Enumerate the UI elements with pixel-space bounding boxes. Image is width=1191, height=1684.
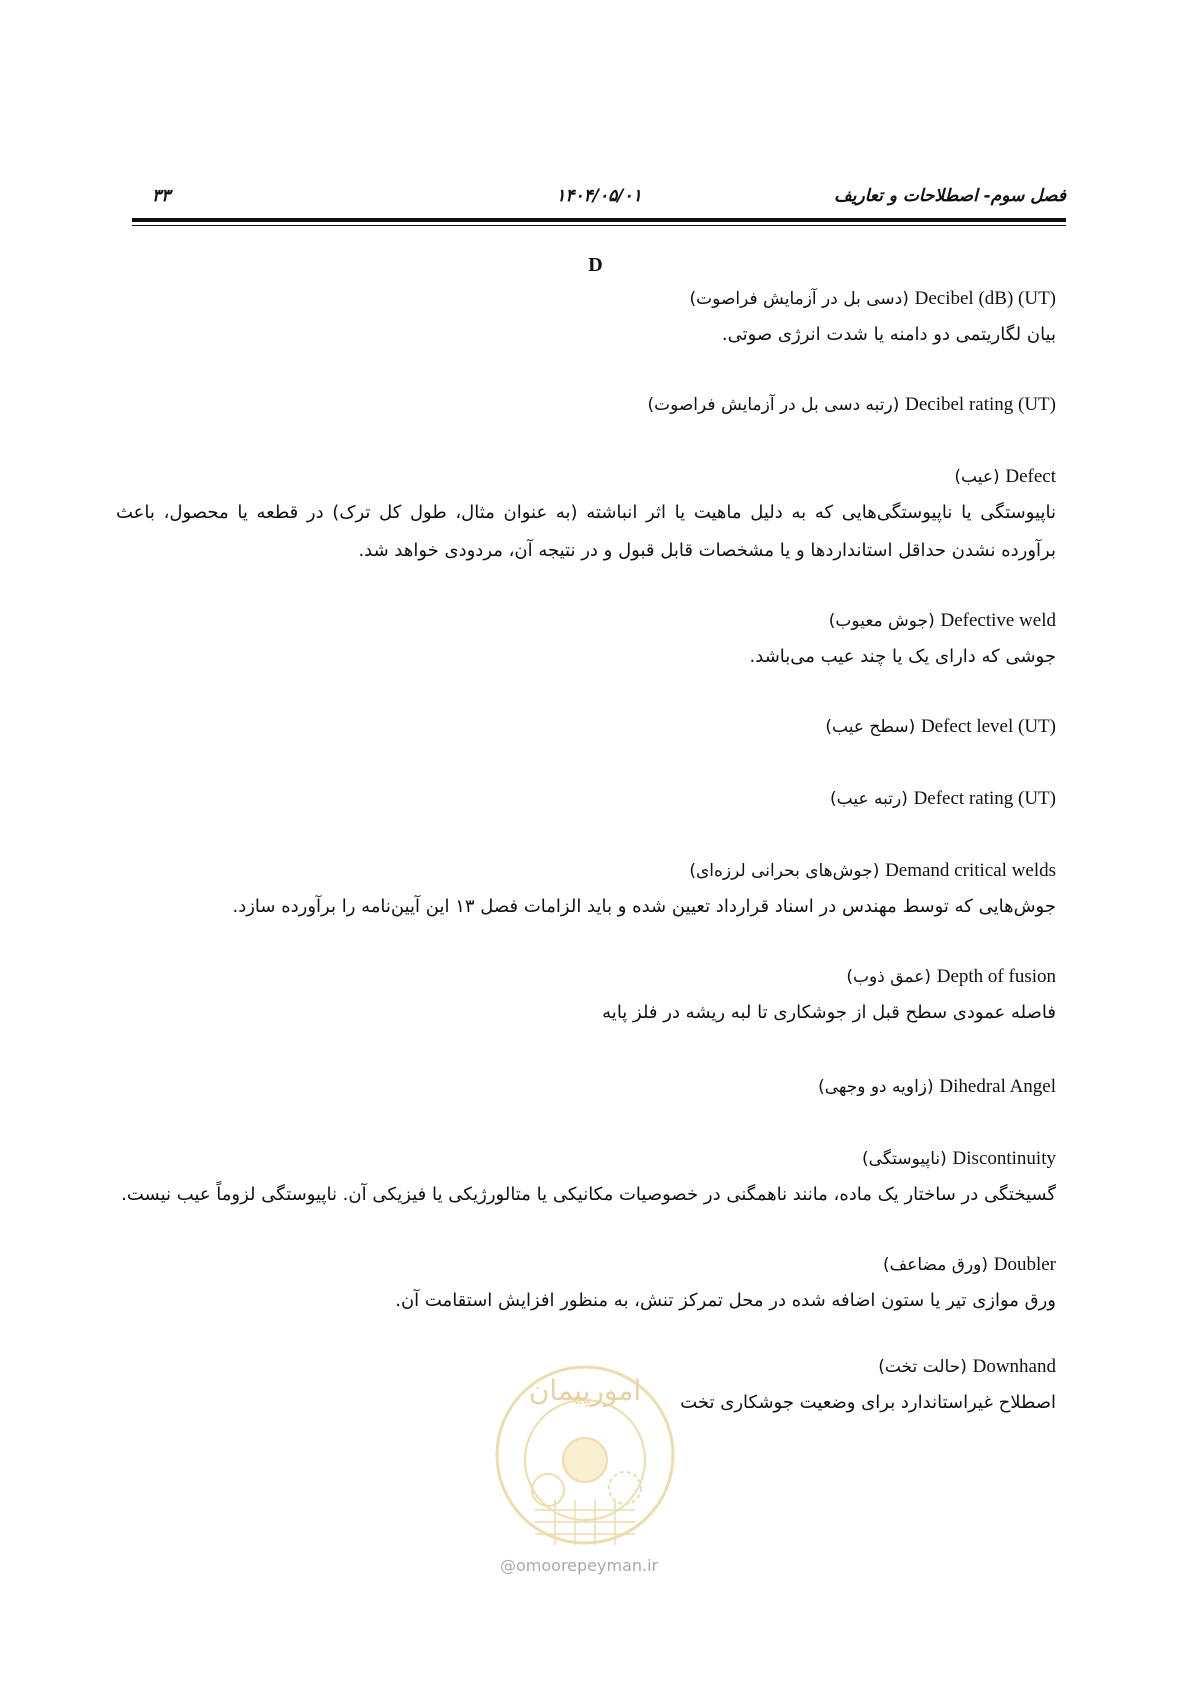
term-english: Demand critical welds [885, 860, 1056, 881]
term-persian: (عمق ذوب) [846, 967, 931, 987]
entry-term [116, 604, 1056, 638]
glossary-entry [116, 782, 1056, 816]
entry-definition: جوشی که دارای یک یا چند عیب می‌باشد. [749, 646, 1056, 667]
entry-term [116, 960, 1056, 994]
term-persian: (دسی بل در آزمایش فراصوت) [689, 289, 909, 309]
entry-definition: بیان لگاریتمی دو دامنه یا شدت انرژی صوتی. [721, 324, 1056, 345]
entry-term [116, 854, 1056, 888]
entry-term [116, 282, 1056, 316]
entry-definition: ورق موازی تیر یا ستون اضافه شده در محل تمرکز تنش، به منظور افزایش استقامت آن. [395, 1290, 1056, 1311]
term-persian: (جوش معیوب) [828, 611, 935, 631]
term-english: Defect [1005, 466, 1056, 487]
term-english: Defect rating (UT) [913, 788, 1056, 809]
glossary-entry [116, 710, 1056, 744]
term-persian: (ناپیوستگی) [862, 1149, 947, 1169]
term-persian: (زاویه دو وجهی) [818, 1077, 934, 1097]
glossary-entry [116, 1070, 1056, 1104]
glossary-entry [116, 1248, 1056, 1320]
term-english: Discontinuity [952, 1148, 1056, 1169]
term-english: Defective weld [940, 610, 1056, 631]
watermark-center-icon [563, 1438, 607, 1482]
glossary-entry [116, 1142, 1056, 1214]
entry-definition: گسیختگی در ساختار یک ماده، مانند ناهمگنی در خصوصیات مکانیکی یا متالورژیکی یا فیزیکی آن. ناپیوستگی لزوماً عیب نیست. [121, 1184, 1056, 1205]
glossary-entry [116, 854, 1056, 926]
header-rule-thick [132, 218, 1066, 222]
term-english: Decibel (dB) (UT) [914, 288, 1056, 309]
term-persian: (عیب) [954, 467, 1000, 487]
term-persian: (ورق مضاعف) [882, 1255, 988, 1275]
entry-definition: فاصله عمودی سطح قبل از جوشکاری تا لبه ریشه در فلز پایه [602, 1002, 1056, 1023]
term-persian: (رتبه دسی بل در آزمایش فراصوت) [647, 395, 900, 415]
section-letter: D [588, 254, 603, 276]
glossary-entry [116, 282, 1056, 354]
term-persian: (سطح عیب) [825, 717, 916, 737]
entry-term [116, 1248, 1056, 1282]
watermark-left-emblem-icon [532, 1474, 564, 1506]
entry-term [116, 460, 1056, 494]
term-english: Decibel rating (UT) [905, 394, 1056, 415]
term-english: Defect level (UT) [920, 716, 1056, 737]
term-english: Downhand [972, 1356, 1056, 1377]
term-english: Depth of fusion [936, 966, 1056, 987]
entry-term [116, 388, 1056, 422]
term-persian: (رتبه عیب) [830, 789, 908, 809]
chapter-title: فصل سوم- اصطلاحات و تعاریف [834, 186, 1066, 206]
glossary-entry [116, 604, 1056, 676]
entry-definition: اصطلاح غیراستاندارد برای وضعیت جوشکاری تخت [680, 1392, 1056, 1413]
glossary-entry [116, 388, 1056, 422]
page-number: ۳۳ [152, 186, 171, 206]
term-persian: (حالت تخت) [878, 1357, 967, 1377]
header-date: ۱۴۰۴/۰۵/۰۱ [556, 186, 642, 206]
term-english: Dihedral Angel [939, 1076, 1056, 1097]
page-header [132, 186, 1066, 216]
watermark-logo [490, 1350, 680, 1560]
term-persian: (جوش‌های بحرانی لرزه‌ای) [689, 861, 880, 881]
glossary-content [116, 282, 1056, 1422]
glossary-entry [116, 460, 1056, 570]
entry-definition: جوش‌هایی که توسط مهندس در اسناد قرارداد تعیین شده و باید الزامات فصل ۱۳ این آیین‌نامه را برآورده سازد. [232, 896, 1056, 917]
watermark-url: @omoorepeyman.ir [500, 1556, 659, 1575]
glossary-entry [116, 960, 1056, 1032]
entry-term [116, 1142, 1056, 1176]
header-rule-thin [132, 225, 1066, 226]
entry-term [116, 710, 1056, 744]
entry-term [116, 782, 1056, 816]
watermark-gear-icon [609, 1472, 641, 1504]
entry-definition: ناپیوستگی یا ناپیوستگی‌هایی که به دلیل ماهیت یا اثر انباشته (به عنوان مثال، طول کل ترک) در قطعه یا محصول، باعث برآورده نشدن حداقل استانداردها و یا مشخصات قابل قبول و در نتیجه آن، مردودی خواهد شد. [116, 502, 1056, 561]
entry-term [116, 1070, 1056, 1104]
term-english: Doubler [993, 1254, 1056, 1275]
watermark-text: امورپیمان [528, 1374, 642, 1407]
